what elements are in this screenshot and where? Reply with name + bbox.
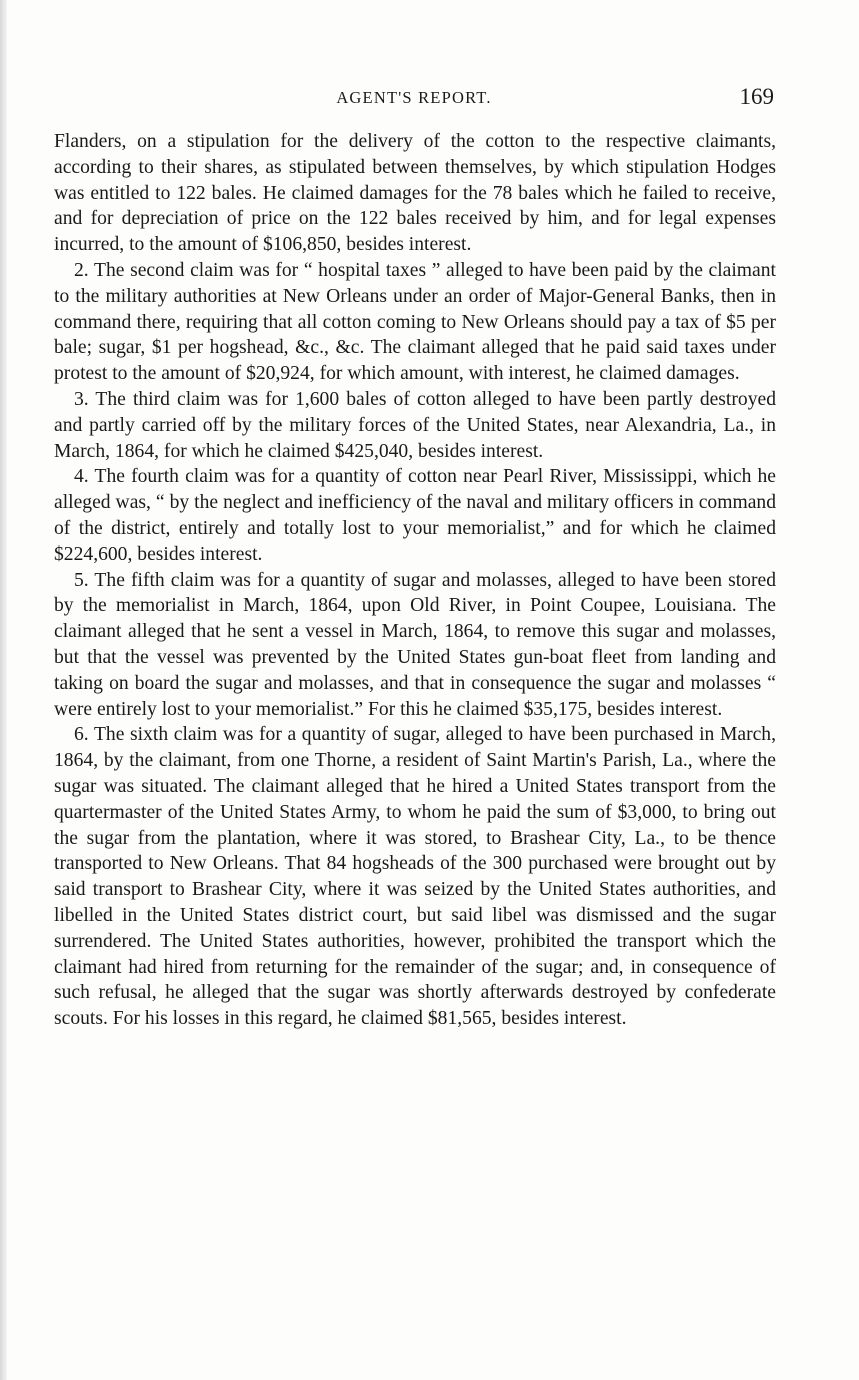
body-text [54, 129, 776, 1032]
page-header [54, 84, 774, 114]
paragraph-claim-3: 3. The third claim was for 1,600 bales of cotton alleged to have been partly destroyed and partly carried off by the military forces of the United States, near Alexandria, La., in March, 1864, for which he claimed $425,040, besides interest. [54, 388, 776, 462]
paragraph-continuation: Flanders, on a stipulation for the delivery of the cotton to the respective claimants, according to their shares, as stipulated between themselves, by which stipulation Hodges was entitled to 122 bales. He claimed damages for the 78 bales which he failed to receive, and for depreciation of price on the 122 bales received by him, and for legal expenses incurred, to the amount of $106,850, besides interest. [54, 131, 776, 256]
paragraph-claim-5: 5. The fifth claim was for a quantity of sugar and molasses, alleged to have been stored by the memorialist in March, 1864, upon Old River, in Point Coupee, Louisiana. The claimant alleged that he sent a vessel in March, 1864, to remove this sugar and molasses, but that the vessel was prevented by the United States gun-boat fleet from landing and taking on board the sugar and molasses, and that in consequence the sugar and molasses “ were entirely lost to your memorialist.” For this he claimed $35,175, besides interest. [54, 569, 776, 720]
paragraph-claim-4: 4. The fourth claim was for a quantity of cotton near Pearl River, Mississippi, which he alleged was, “ by the neglect and inefficiency of the naval and military officers in command of the district, entirely and totally lost to your memorialist,” and for which he claimed $224,600, besides interest. [54, 466, 776, 565]
page-number: 169 [739, 84, 774, 109]
running-head: AGENT'S REPORT. [336, 88, 492, 107]
paragraph-claim-2: 2. The second claim was for “ hospital taxes ” alleged to have been paid by the claimant to the military authorities at New Orleans under an order of Major-General Banks, then in command there, requiring that all cotton coming to New Orleans should pay a tax of $5 per bale; sugar, $1 per hogshead, &c., &c. The claimant alleged that he paid said taxes under protest to the amount of $20,924, for which amount, with interest, he claimed damages. [54, 259, 776, 385]
paragraph-claim-6: 6. The sixth claim was for a quantity of sugar, alleged to have been purchased in March, 1864, by the claimant, from one Thorne, a resident of Saint Martin's Parish, La., where the sugar was situated. The claimant alleged that he hired a United States transport from the quartermaster of the United States Army, to whom he paid the sum of $3,000, to bring out the sugar from the plantation, where it was stored, to Brashear City, La., to be thence transported to New Orleans. That 84 hogsheads of the 300 purchased were brought out by said transport to Brashear City, where it was seized by the United States authorities, and libelled in the United States district court, but said libel was dismissed and the sugar surrendered. The United States authorities, however, prohibited the transport which the claimant had hired from returning for the remainder of the sugar; and, in consequence of such refusal, he alleged that the sugar was shortly afterwards destroyed by confederate scouts. For his losses in this regard, he claimed $81,565, besides interest. [54, 724, 776, 1030]
page-edge-shadow [0, 0, 7, 1380]
